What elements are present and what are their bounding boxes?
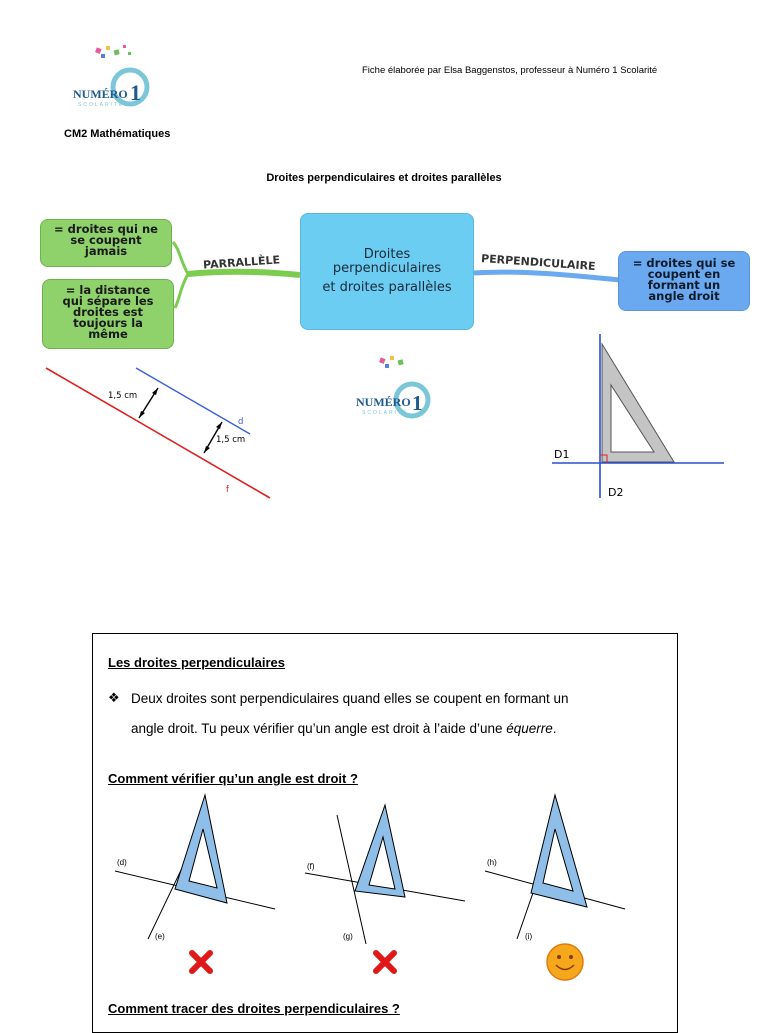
definition-paragraph: Deux droites sont perpendiculaires quand elles se coupent en formant un angle droit. Tu peux vérifier qu’un angle est droit à l’aide d’une équerre. [131, 691, 569, 736]
svg-text:(h): (h) [487, 858, 497, 867]
logo-center [352, 350, 442, 420]
page-title: Droites perpendiculaires et droites parallèles [266, 172, 502, 184]
bubble-constant-distance: = la distance qui sépare les droites est toujours la même [42, 279, 174, 349]
svg-text:(e): (e) [155, 932, 165, 941]
box-subheading-draw: Comment tracer des droites perpendiculaires ? [108, 1001, 400, 1016]
smiley-icon [547, 944, 583, 980]
author-note: Fiche élaborée par Elsa Baggenstos, professeur à Numéro 1 Scolarité [362, 65, 658, 76]
svg-text:(d): (d) [117, 858, 127, 867]
svg-text:(i): (i) [525, 932, 533, 941]
svg-text:NUMÉRO: NUMÉRO [73, 87, 128, 101]
bubble-right-angle: = droites qui se coupent en formant un angle droit [618, 251, 750, 311]
parallel-lines-figure [40, 360, 280, 505]
line-f [46, 368, 270, 498]
figure-wrong-2 [305, 805, 465, 944]
svg-text:D2: D2 [608, 486, 624, 499]
figure-correct [485, 795, 625, 941]
perpendicular-lines-box [92, 633, 678, 1033]
svg-text:1,5 cm: 1,5 cm [108, 391, 138, 401]
central-topic: Droites perpendiculaires et droites parallèles [300, 213, 474, 330]
branch-label-perpendicular: PERPENDICULAIRE [480, 252, 596, 273]
svg-text:(g): (g) [343, 932, 353, 941]
line-d [136, 368, 250, 434]
logo-top [68, 40, 158, 110]
bullet-icon: ❖ [108, 690, 120, 705]
branch-label-parallel: PARRALLÈLE [202, 253, 281, 272]
svg-text:1,5 cm: 1,5 cm [216, 435, 246, 445]
cross-icon [192, 953, 210, 971]
perpendicular-figure [548, 330, 728, 505]
cross-icon [376, 953, 394, 971]
svg-text:(f): (f) [307, 862, 315, 871]
svg-text:1: 1 [412, 391, 423, 415]
svg-text:SCOLARITÉ: SCOLARITÉ [78, 102, 125, 108]
svg-text:NUMÉRO: NUMÉRO [356, 395, 411, 409]
figure-wrong-1 [115, 795, 275, 941]
svg-text:1: 1 [130, 80, 141, 105]
svg-text:f: f [226, 485, 229, 495]
angle-check-figures [93, 789, 677, 984]
logo-icon [352, 350, 442, 420]
box-subheading-check: Comment vérifier qu’un angle est droit ? [108, 771, 358, 786]
subject-label: CM2 Mathématiques [64, 128, 171, 140]
svg-text:D1: D1 [554, 448, 570, 461]
box-heading: Les droites perpendiculaires [108, 655, 286, 670]
bubble-never-intersect: = droites qui ne se coupent jamais [40, 219, 172, 267]
svg-text:SCOLARITÉ: SCOLARITÉ [362, 410, 409, 416]
logo-icon [68, 40, 158, 110]
svg-text:d: d [238, 417, 244, 427]
